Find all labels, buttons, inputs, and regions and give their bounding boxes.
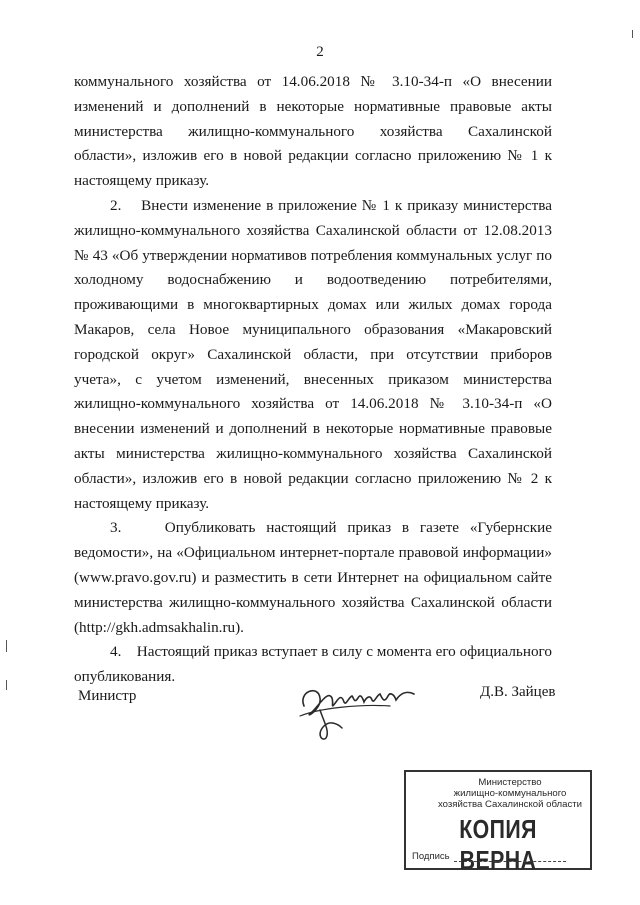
scan-edge-mark xyxy=(632,30,633,38)
handwritten-signature-icon xyxy=(290,676,440,746)
copy-certified-stamp xyxy=(404,770,592,875)
stamp-signature-row xyxy=(412,851,566,862)
paragraph-item-3: 3. Опубликовать настоящий приказ в газете «Губернские ведомости», на «Официальном интернет-портале правовой информации» (www.pravo.gov.ru) и разместить в сети Интернет на официальном сайте министерства жилищно-коммунального хозяйства Сахалинской области (http://gkh.admsakhalin.ru). xyxy=(74,519,552,636)
paragraph-continuation: коммунального хозяйства от 14.06.2018 № 3.10-34-п «О внесении изменений и дополнений в некоторые нормативные правовые акты министерства жилищно-коммунального хозяйства Сахалинской области», изложив его в новой редакции согласно приложению № 1 к настоящему приказу. xyxy=(74,73,552,190)
stamp-sign-line xyxy=(454,860,566,862)
stamp-org-line: хозяйства Сахалинской области xyxy=(437,799,583,810)
scan-edge-mark xyxy=(6,680,7,690)
paragraph-item-2: 2. Внести изменение в приложение № 1 к приказу министерства жилищно-коммунального хозяйства Сахалинской области от 12.08.2013 № 43 «Об утверждении нормативов потребления коммунальных услуг по холодному водоснабжению и водоотведению потребителями, проживающими в многоквартирных домах или жилых домах города Макаров, села Новое муниципального образования «Макаровский городской округ» Сахалинской области, при отсутствии приборов учета», с учетом изменений, внесенных приказом министерства жилищно-коммунального хозяйства от 14.06.2018 № 3.10-34-п «О внесении изменений и дополнений в некоторые нормативные правовые акты министерства жилищно-коммунального хозяйства Сахалинской области», изложив его в новой редакции согласно приложению № 2 к настоящему приказу. xyxy=(74,196,552,512)
document-body xyxy=(74,70,552,690)
stamp-organization xyxy=(406,777,590,810)
page-number: 2 xyxy=(316,44,324,60)
stamp-title: КОПИЯ ВЕРНА xyxy=(459,814,537,875)
stamp-org-line: Министерство xyxy=(478,777,542,788)
paragraph-item-4: 4. Настоящий приказ вступает в силу с момента его официального опубликования. xyxy=(74,643,552,686)
stamp-org-line: жилищно-коммунального xyxy=(453,788,567,799)
signer-position: Министр xyxy=(78,688,137,704)
stamp-sign-label: Подпись xyxy=(412,851,450,862)
scan-edge-mark xyxy=(6,640,7,652)
signature-block xyxy=(0,676,640,756)
signer-name: Д.В. Зайцев xyxy=(480,684,556,700)
